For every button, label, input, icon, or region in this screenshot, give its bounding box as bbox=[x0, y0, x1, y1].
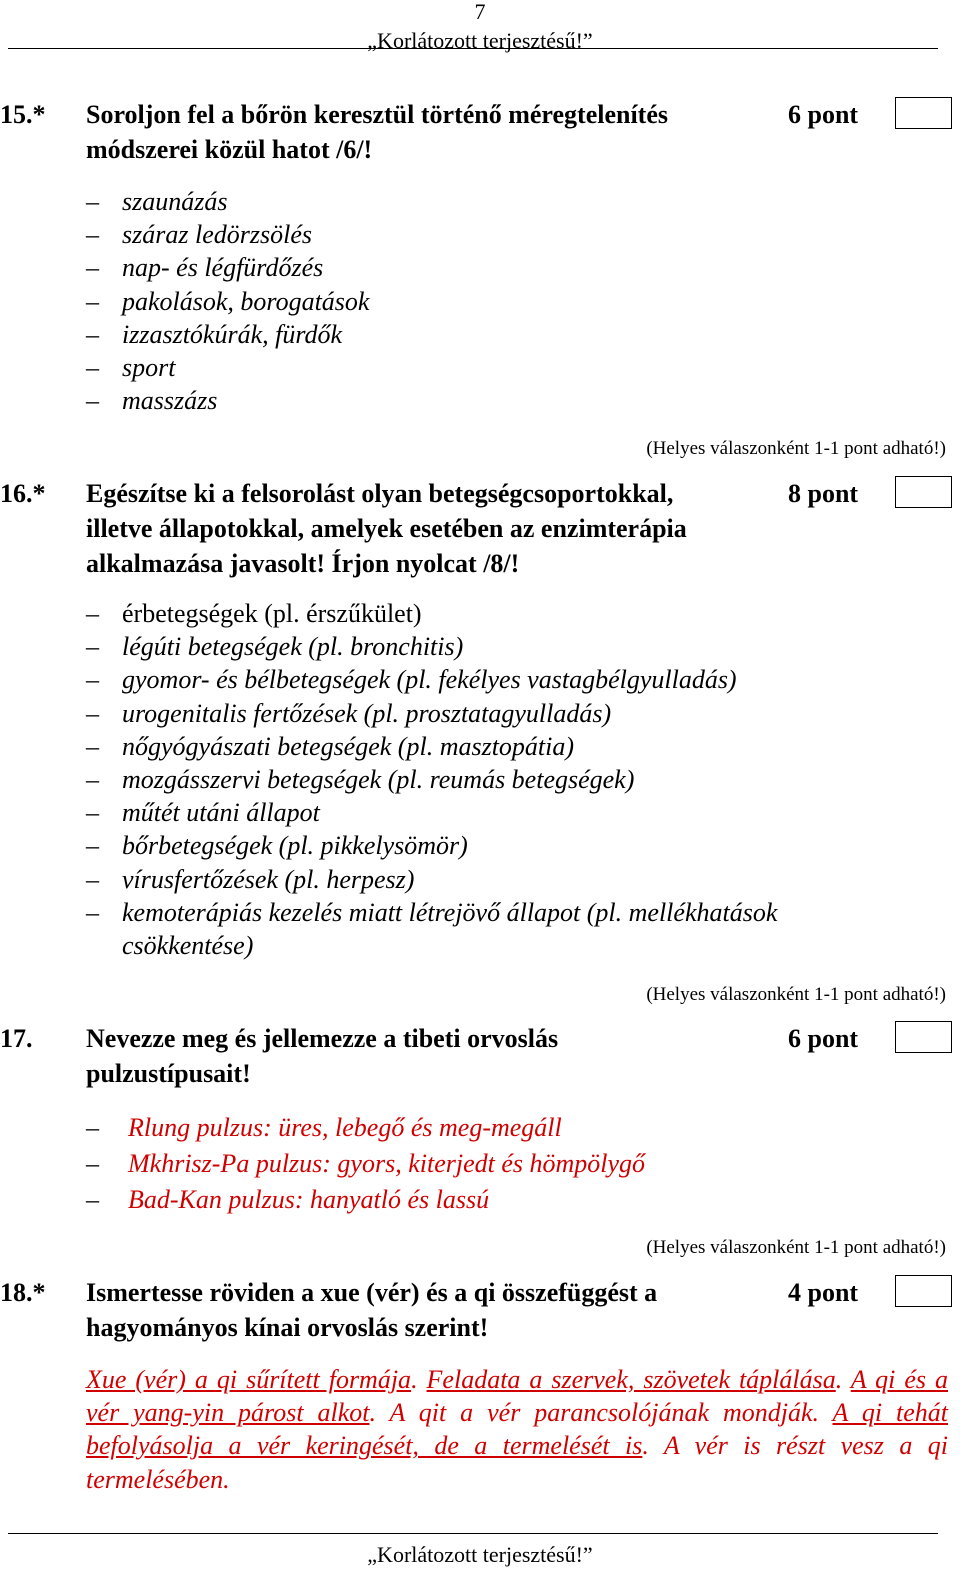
answer-segment: . A vér is részt vesz a qi termelésében. bbox=[86, 1431, 948, 1494]
answer-segment: . bbox=[411, 1365, 427, 1394]
question-line: Soroljon fel a bőrön keresztül történő méregtelenítés bbox=[86, 100, 668, 129]
list-item: – izzasztókúrák, fürdők bbox=[86, 318, 926, 351]
question-number: 18.* bbox=[0, 1278, 46, 1307]
footer-rule bbox=[8, 1533, 938, 1534]
list-item: – gyomor- és bélbetegségek (pl. fekélyes vastagbélgyulladás) bbox=[86, 663, 926, 696]
answer-list-17 bbox=[86, 1110, 926, 1218]
list-item: – vírusfertőzések (pl. herpesz) bbox=[86, 863, 926, 896]
page-number: 7 bbox=[474, 0, 486, 24]
question-line: Ismertesse röviden a xue (vér) és a qi összefüggést a bbox=[86, 1278, 658, 1307]
question-text bbox=[86, 1021, 766, 1091]
header-rule bbox=[8, 48, 938, 49]
list-item: – nap- és légfürdőzés bbox=[86, 251, 926, 284]
question-line: hagyományos kínai orvoslás szerint! bbox=[86, 1313, 489, 1342]
answer-list-16 bbox=[86, 597, 926, 962]
question-points: 8 pont bbox=[788, 479, 859, 508]
question-line: Nevezze meg és jellemezze a tibeti orvoslás bbox=[86, 1024, 559, 1053]
list-item: – masszázs bbox=[86, 384, 926, 417]
score-box[interactable] bbox=[895, 476, 952, 508]
score-box[interactable] bbox=[895, 97, 952, 129]
question-line: módszerei közül hatot /6/! bbox=[86, 135, 373, 164]
question-text bbox=[86, 476, 766, 581]
question-number: 15.* bbox=[0, 100, 46, 129]
question-number: 16.* bbox=[0, 479, 46, 508]
list-item: – bőrbetegségek (pl. pikkelysömör) bbox=[86, 829, 926, 862]
answer-segment: . A qit a vér parancsolójának mondják. bbox=[369, 1398, 833, 1428]
list-item: – műtét utáni állapot bbox=[86, 796, 926, 829]
grading-note: (Helyes válaszonként 1-1 pont adható!) bbox=[646, 438, 946, 459]
question-line: pulzustípusait! bbox=[86, 1059, 251, 1088]
list-item: – urogenitalis fertőzések (pl. prosztatagyulladás) bbox=[86, 697, 926, 730]
grading-note: (Helyes válaszonként 1-1 pont adható!) bbox=[646, 1237, 946, 1258]
answer-segment: A qi tehát befolyásolja a vér keringését, de a termelését is bbox=[86, 1398, 948, 1461]
question-number: 17. bbox=[0, 1024, 33, 1053]
given-item: – érbetegségek (pl. érszűkület) bbox=[86, 597, 926, 630]
answer-segment: A qi és a vér yang-yin párost alkot bbox=[86, 1365, 949, 1428]
answer-segment: Feladata a szervek, szövetek táplálása bbox=[426, 1365, 836, 1394]
answer-list-15 bbox=[86, 185, 926, 417]
question-line: Egészítse ki a felsorolást olyan betegségcsoportokkal, bbox=[86, 479, 674, 508]
answer-paragraph-18 bbox=[86, 1363, 948, 1496]
question-line: alkalmazása javasolt! Írjon nyolcat /8/! bbox=[86, 549, 520, 578]
list-item: – nőgyógyászati betegségek (pl. masztopátia) bbox=[86, 730, 926, 763]
question-points: 6 pont bbox=[788, 1024, 859, 1053]
list-item: – légúti betegségek (pl. bronchitis) bbox=[86, 630, 926, 663]
question-points: 6 pont bbox=[788, 100, 859, 129]
header-note: „Korlátozott terjesztésű!” bbox=[367, 28, 593, 53]
list-item: – Bad-Kan pulzus: hanyatló és lassú bbox=[86, 1182, 926, 1218]
list-item: – szaunázás bbox=[86, 185, 926, 218]
question-text bbox=[86, 97, 766, 167]
question-points: 4 pont bbox=[788, 1278, 859, 1307]
list-item: – sport bbox=[86, 351, 926, 384]
list-item: – Rlung pulzus: üres, lebegő és meg-megáll bbox=[86, 1110, 926, 1146]
list-item: – kemoterápiás kezelés miatt létrejövő állapot (pl. mellékhatások csökkentése) bbox=[86, 896, 882, 962]
answer-segment: Xue (vér) a qi sűrített formája bbox=[86, 1365, 412, 1394]
list-item: – Mkhrisz-Pa pulzus: gyors, kiterjedt és hömpölygő bbox=[86, 1146, 926, 1182]
footer-note: „Korlátozott terjesztésű!” bbox=[367, 1542, 593, 1567]
score-box[interactable] bbox=[895, 1275, 952, 1307]
grading-note: (Helyes válaszonként 1-1 pont adható!) bbox=[646, 984, 946, 1005]
question-text bbox=[86, 1275, 766, 1345]
list-item: – pakolások, borogatások bbox=[86, 285, 926, 318]
answer-segment: . bbox=[835, 1365, 851, 1394]
list-item: – száraz ledörzsölés bbox=[86, 218, 926, 251]
list-item: – mozgásszervi betegségek (pl. reumás betegségek) bbox=[86, 763, 926, 796]
question-line: illetve állapotokkal, amelyek esetében az enzimterápia bbox=[86, 514, 687, 543]
score-box[interactable] bbox=[895, 1021, 952, 1053]
